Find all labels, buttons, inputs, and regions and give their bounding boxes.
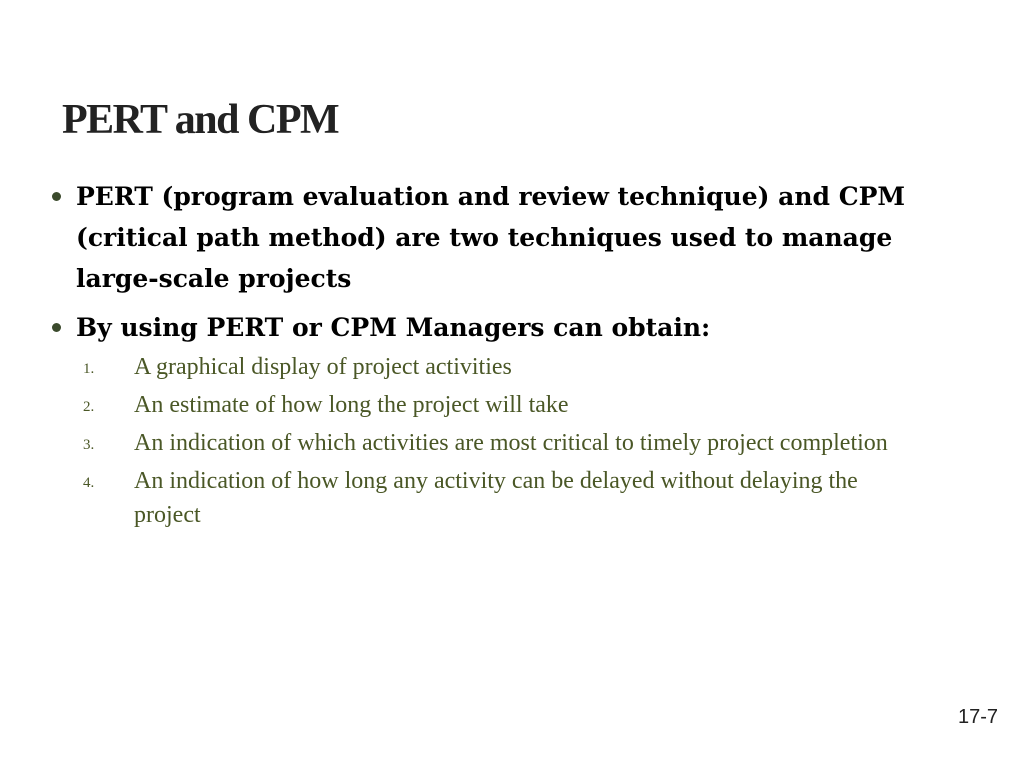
bullet-list [50, 176, 930, 536]
bullet-text: PERT (program evaluation and review technique) and CPM (critical path method) are two techniques used to manage large-scale projects [76, 182, 906, 293]
numbered-list-item [83, 464, 930, 532]
slide-title: PERT and CPM [62, 97, 339, 143]
list-item-text: An indication of which activities are most critical to timely project completion [134, 430, 888, 456]
list-item-text: An estimate of how long the project will take [134, 392, 569, 418]
numbered-list-item [83, 350, 930, 384]
bullet-item [50, 176, 930, 299]
list-item-text: An indication of how long any activity can be delayed without delaying the project [134, 468, 858, 528]
bullet-text: By using PERT or CPM Managers can obtain: [76, 313, 711, 342]
list-item-text: A graphical display of project activities [134, 354, 512, 380]
list-number: 4. [83, 475, 95, 491]
bullet-dot-icon [52, 323, 61, 332]
list-number: 2. [83, 399, 95, 415]
bullet-item [50, 307, 930, 348]
list-number: 1. [83, 361, 95, 377]
numbered-list-item [83, 388, 930, 422]
bullet-dot-icon [52, 192, 61, 201]
list-number: 3. [83, 437, 95, 453]
page-number: 17-7 [957, 706, 998, 728]
numbered-list-item [83, 426, 930, 460]
numbered-list [50, 350, 930, 532]
